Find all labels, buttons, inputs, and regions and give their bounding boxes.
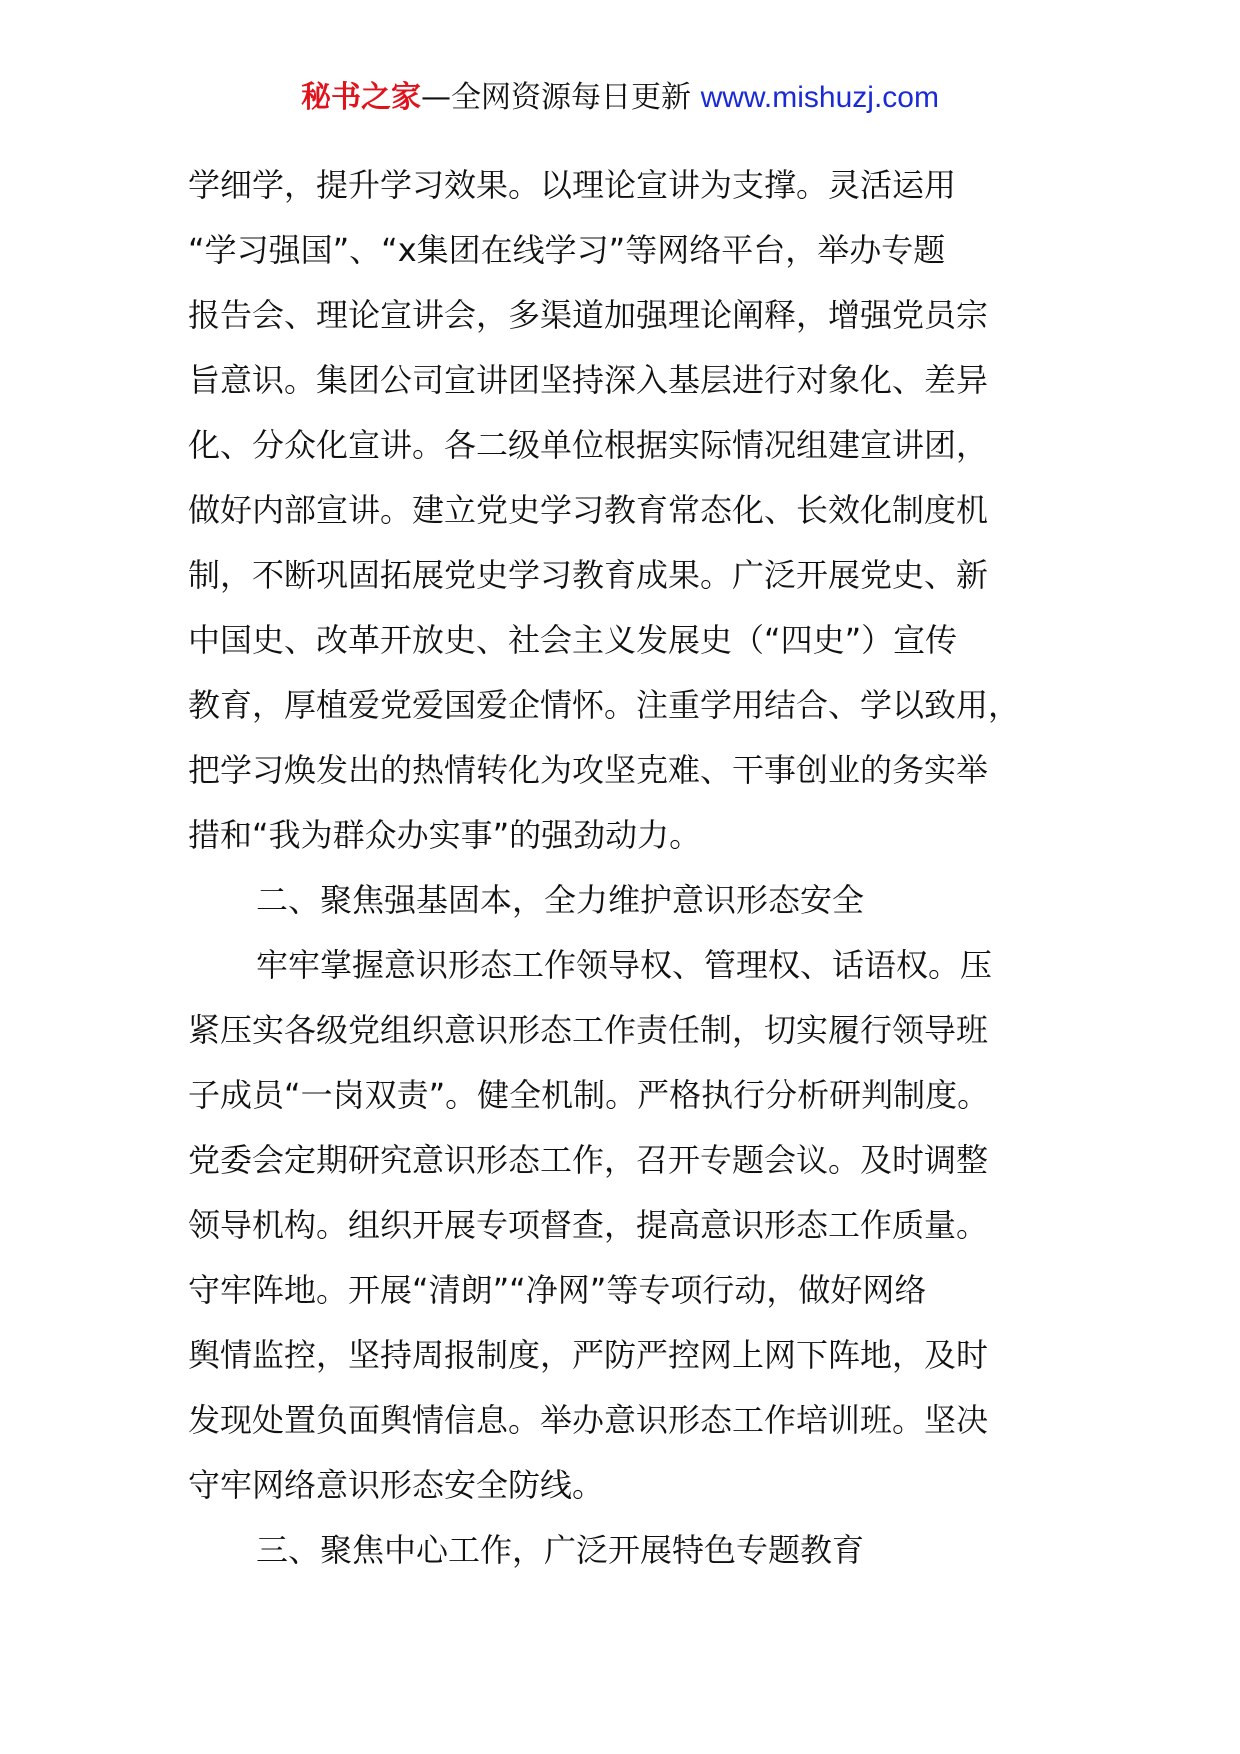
body-line: 党委会定期研究意识形态工作，召开专题会议。及时调整 bbox=[188, 1141, 989, 1179]
body-line: 牢牢掌握意识形态工作领导权、管理权、话语权。压 bbox=[256, 946, 993, 984]
body-line: 紧压实各级党组织意识形态工作责任制，切实履行领导班 bbox=[188, 1011, 989, 1049]
document-body bbox=[188, 165, 1054, 1595]
body-line: 三、聚焦中心工作，广泛开展特色专题教育 bbox=[256, 1531, 865, 1569]
body-line: 报告会、理论宣讲会，多渠道加强理论阐释，增强党员宗 bbox=[188, 296, 989, 334]
body-line: 旨意识。集团公司宣讲团坚持深入基层进行对象化、差异 bbox=[188, 361, 989, 399]
body-line: 守牢阵地。开展“清朗”“净网”等专项行动，做好网络 bbox=[188, 1271, 927, 1309]
body-line: “学习强国”、“x集团在线学习”等网络平台，举办专题 bbox=[188, 231, 946, 269]
body-line: 做好内部宣讲。建立党史学习教育常态化、长效化制度机 bbox=[188, 491, 989, 529]
brand-name: 秘书之家 bbox=[301, 80, 422, 115]
body-line: 发现处置负面舆情信息。举办意识形态工作培训班。坚决 bbox=[188, 1401, 989, 1439]
header-url-link[interactable]: www.mishuzj.com bbox=[700, 81, 939, 114]
body-line: 教育，厚植爱党爱国爱企情怀。注重学用结合、学以致用， bbox=[188, 686, 1021, 724]
body-line: 二、聚焦强基固本，全力维护意识形态安全 bbox=[256, 881, 865, 919]
page-header bbox=[0, 78, 1240, 118]
body-line: 学细学，提升学习效果。以理论宣讲为支撑。灵活运用 bbox=[188, 166, 957, 204]
body-line: 把学习焕发出的热情转化为攻坚克难、干事创业的务实举 bbox=[188, 751, 989, 789]
body-line: 守牢网络意识形态安全防线。 bbox=[188, 1466, 605, 1504]
body-line: 中国史、改革开放史、社会主义发展史（“四史”）宣传 bbox=[188, 621, 958, 659]
body-line: 化、分众化宣讲。各二级单位根据实际情况组建宣讲团， bbox=[188, 426, 989, 464]
body-line: 措和“我为群众办实事”的强劲动力。 bbox=[188, 816, 702, 854]
body-line: 子成员“一岗双责”。健全机制。严格执行分析研判制度。 bbox=[188, 1076, 990, 1114]
body-line: 领导机构。组织开展专项督查，提高意识形态工作质量。 bbox=[188, 1206, 989, 1244]
body-line: 舆情监控，坚持周报制度，严防严控网上网下阵地，及时 bbox=[188, 1336, 989, 1374]
body-line: 制，不断巩固拓展党史学习教育成果。广泛开展党史、新 bbox=[188, 556, 989, 594]
header-slogan: —全网资源每日更新 bbox=[421, 80, 701, 115]
